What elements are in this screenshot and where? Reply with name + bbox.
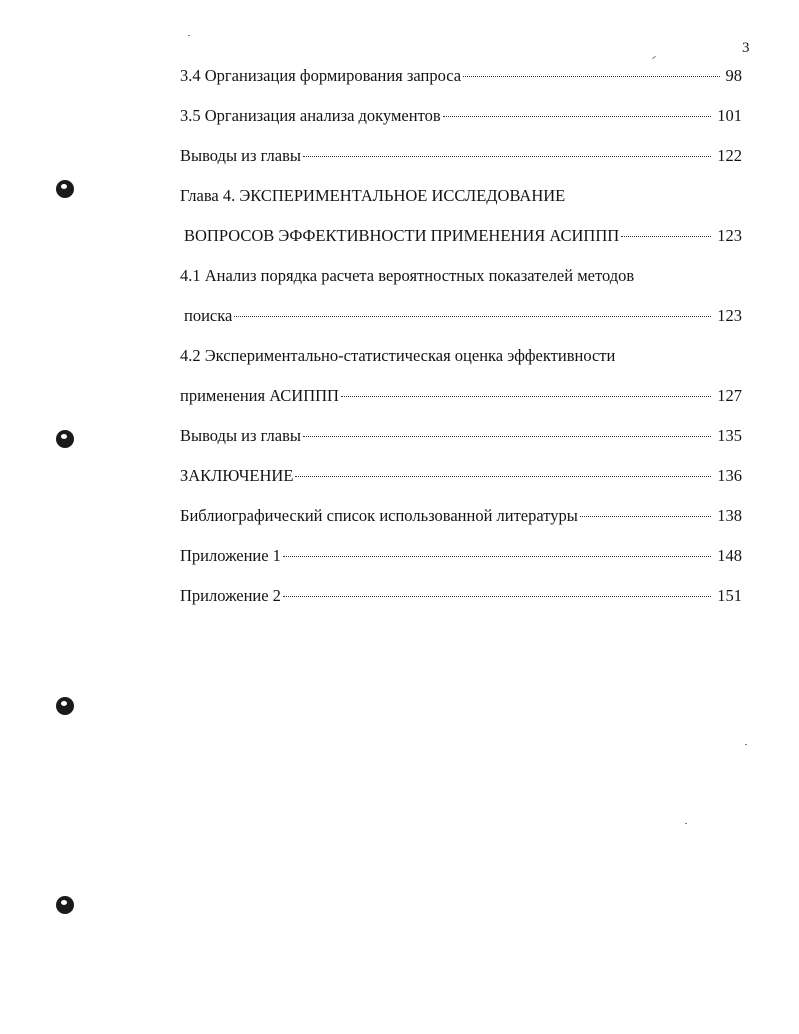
scan-speck: [188, 35, 190, 36]
toc-section-heading: 4.2 Экспериментально-статистическая оценка эффективности: [180, 346, 616, 365]
toc-leader: [234, 316, 711, 317]
binder-hole-mark: [56, 896, 74, 914]
toc-leader: [303, 156, 711, 157]
binder-hole-mark: [56, 180, 74, 198]
toc-leader: [341, 396, 711, 397]
toc-entry-page: 135: [717, 426, 742, 445]
toc-leader: [295, 476, 711, 477]
toc-entry: [180, 146, 742, 170]
toc-entry: [180, 466, 742, 490]
toc-entry-title: применения АСИППП: [180, 386, 339, 405]
toc-leader: [463, 76, 719, 77]
toc-entry: [180, 66, 742, 90]
toc-leader: [303, 436, 711, 437]
scan-speck: [745, 744, 747, 745]
toc-leader: [283, 596, 711, 597]
scan-speck: [685, 823, 687, 824]
toc-chapter-heading: Глава 4. ЭКСПЕРИМЕНТАЛЬНОЕ ИССЛЕДОВАНИЕ: [180, 186, 566, 205]
toc-entry-title: Приложение 2: [180, 586, 281, 605]
toc-entry-title: Приложение 1: [180, 546, 281, 565]
toc-entry: [184, 306, 742, 330]
toc-entry: [180, 546, 742, 570]
toc-entry-page: 136: [717, 466, 742, 485]
toc-entry-page: 123: [717, 306, 742, 325]
toc-entry: [180, 106, 742, 130]
toc-entry: [180, 586, 742, 610]
toc-entry: [180, 386, 742, 410]
binder-hole-mark: [56, 430, 74, 448]
toc-entry: [180, 426, 742, 450]
toc-leader: [443, 116, 712, 117]
toc-entry-page: 151: [717, 586, 742, 605]
toc-entry-title: Выводы из главы: [180, 146, 301, 165]
toc-entry-page: 138: [717, 506, 742, 525]
scan-speck: [652, 56, 656, 59]
toc-entry-page: 127: [717, 386, 742, 405]
toc-entry-title: 3.4 Организация формирования запроса: [180, 66, 462, 85]
toc-entry: [184, 226, 742, 250]
toc-section-heading: 4.1 Анализ порядка расчета вероятностных показателей методов: [180, 266, 635, 285]
toc-entry-page: 122: [717, 146, 742, 165]
binder-hole-mark: [56, 697, 74, 715]
toc-entry-page: 101: [717, 106, 742, 125]
toc-entry-title: 3.5 Организация анализа документов: [180, 106, 441, 125]
toc-leader: [580, 516, 711, 517]
toc-leader: [621, 236, 711, 237]
toc-entry-page: 148: [717, 546, 742, 565]
toc-entry-title: поиска: [184, 306, 233, 325]
toc-entry-page: 123: [717, 226, 742, 245]
toc-entry-page: 98: [725, 66, 742, 85]
toc-entry-title: ВОПРОСОВ ЭФФЕКТИВНОСТИ ПРИМЕНЕНИЯ АСИППП: [184, 226, 620, 245]
toc-entry-title: Выводы из главы: [180, 426, 301, 445]
toc-entry-title: Библиографический список использованной литературы: [180, 506, 578, 525]
page-number: 3: [742, 40, 750, 56]
toc-leader: [283, 556, 711, 557]
toc-entry: [180, 506, 742, 530]
toc-entry-title: ЗАКЛЮЧЕНИЕ: [180, 466, 294, 485]
